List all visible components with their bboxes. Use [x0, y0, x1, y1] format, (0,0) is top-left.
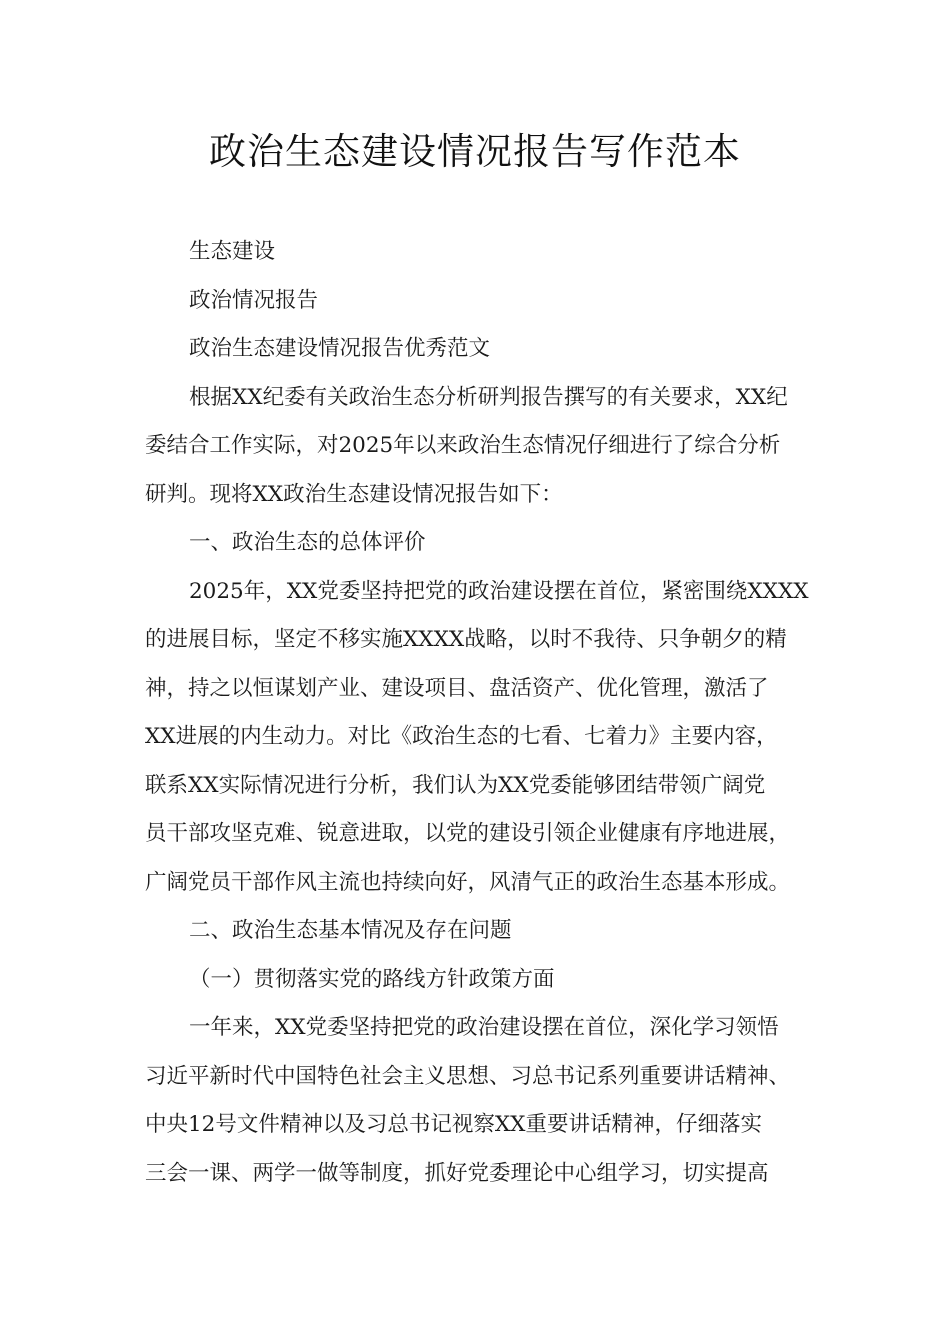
paragraph-line: 政治生态建设情况报告优秀范文 — [189, 336, 491, 361]
paragraph-line: 三会一课、两学一做等制度，抓好党委理论中心组学习，切实提高 — [145, 1160, 769, 1186]
paragraph-line: 的进展目标，坚定不移实施XXXX战略，以时不我待、只争朝夕的精 — [145, 627, 787, 652]
paragraph-line: 广阔党员干部作风主流也持续向好，风清气正的政治生态基本形成。 — [145, 869, 791, 895]
paragraph-line: 根据XX纪委有关政治生态分析研判报告撰写的有关要求，XX纪 — [189, 384, 788, 410]
paragraph-line: 政治情况报告 — [189, 287, 319, 313]
document-title: 政治生态建设情况报告写作范本 — [209, 130, 741, 173]
paragraph-line: 习近平新时代中国特色社会主义思想、习总书记系列重要讲话精神、 — [145, 1063, 791, 1089]
paragraph-line: 生态建设 — [189, 239, 276, 264]
section-heading: 一、政治生态的总体评价 — [189, 530, 426, 555]
paragraph-line: 委结合工作实际，对2025年以来政治生态情况仔细进行了综合分析 — [145, 433, 781, 458]
subsection-heading: （一）贯彻落实党的路线方针政策方面 — [189, 966, 555, 992]
paragraph-line: XX进展的内生动力。对比《政治生态的七看、七着力》主要内容， — [145, 724, 778, 749]
paragraph-line: 2025年，XX党委坚持把党的政治建设摆在首位，紧密围绕XXXX — [189, 578, 809, 604]
paragraph-line: 联系XX实际情况进行分析，我们认为XX党委能够团结带领广阔党 — [145, 772, 766, 798]
paragraph-line: 一年来，XX党委坚持把党的政治建设摆在首位，深化学习领悟 — [189, 1015, 779, 1040]
paragraph-line: 神，持之以恒谋划产业、建设项目、盘活资产、优化管理，激活了 — [145, 675, 769, 701]
document-body — [145, 228, 810, 1198]
paragraph-line: 员干部攻坚克难、锐意进取，以党的建设引领企业健康有序地进展， — [145, 821, 791, 846]
paragraph-line: 中央12号文件精神以及习总书记视察XX重要讲话精神，仔细落实 — [145, 1112, 762, 1137]
paragraph-line: 研判。现将XX政治生态建设情况报告如下： — [145, 481, 563, 507]
section-heading: 二、政治生态基本情况及存在问题 — [189, 918, 512, 943]
